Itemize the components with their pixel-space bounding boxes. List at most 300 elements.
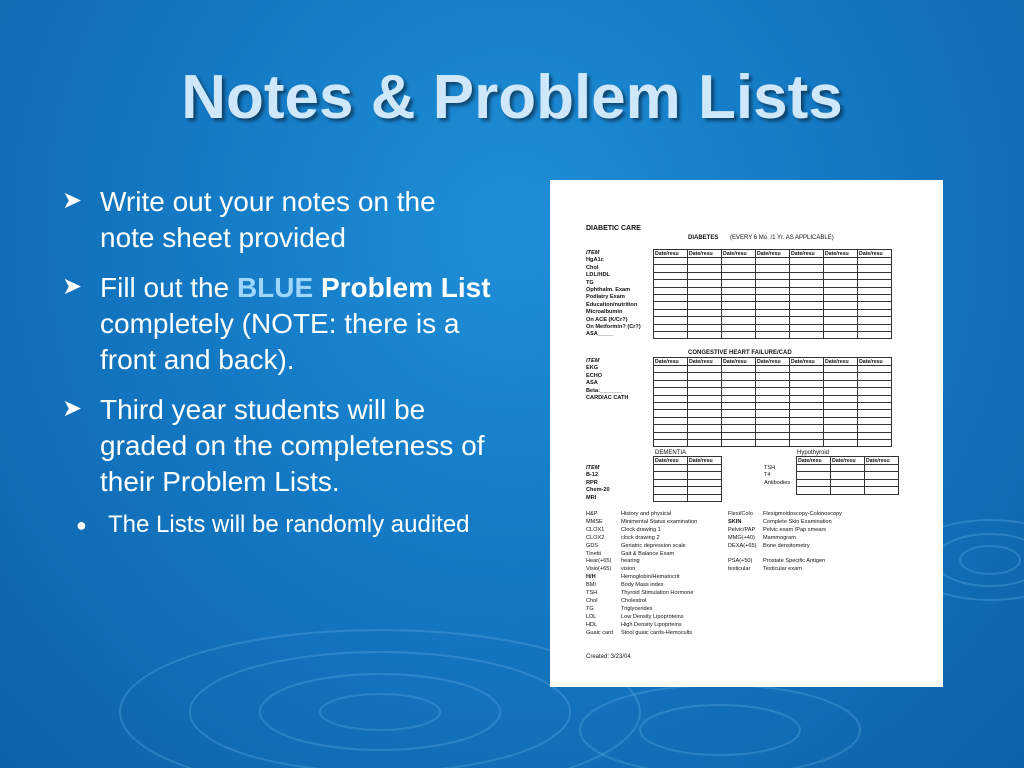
abbreviation-row [586, 558, 697, 566]
grid-cell [688, 465, 722, 472]
item-label: ECHO [586, 372, 603, 379]
item-label: Chem-20 [586, 487, 610, 494]
grid-row [654, 324, 892, 331]
grid-cell [654, 287, 688, 294]
grid-cell [858, 280, 892, 287]
diabetes-section-title [688, 235, 834, 241]
abbreviation: Flexi/Colo [728, 511, 753, 517]
arrow-bullet-icon: ➤ [62, 273, 83, 300]
grid-cell [858, 425, 892, 432]
grid-cell [654, 258, 688, 265]
grid-cell [790, 272, 824, 279]
grid-cell [722, 425, 756, 432]
grid-cell [654, 425, 688, 432]
abbreviation: H&P [586, 511, 598, 517]
grid-cell [722, 373, 756, 380]
date-result-header: Date/resu [688, 250, 722, 258]
abbreviation: Visio(+65) [586, 566, 612, 573]
grid-cell [654, 402, 688, 409]
grid-cell [688, 494, 722, 501]
grid-cell [865, 487, 899, 494]
abbreviation: Tinetti [586, 550, 602, 557]
abbreviation-row [728, 519, 842, 527]
grid-cell [790, 309, 824, 316]
grid-cell [790, 373, 824, 380]
created-date: Created: 3/23/04 [586, 654, 631, 660]
date-result-header: Date/resu [756, 358, 790, 366]
grid-cell [756, 425, 790, 432]
date-result-header: Date/resu [858, 250, 892, 258]
item-label: Beta:_______ [586, 387, 622, 394]
grid-cell [824, 258, 858, 265]
doc-heading: DIABETIC CARE [586, 225, 641, 232]
grid-cell [654, 388, 688, 395]
arrow-bullet-icon: ➤ [62, 187, 83, 214]
item-label: Ophthalm. Exam [586, 287, 631, 294]
date-result-header: Date/resu [688, 358, 722, 366]
date-result-header: Date/resu [824, 250, 858, 258]
item-label: ASA [586, 380, 598, 387]
grid-cell [824, 309, 858, 316]
abbreviation-row [728, 558, 842, 566]
grid-cell [688, 417, 722, 424]
grid-cell [831, 487, 865, 494]
grid-cell [688, 309, 722, 316]
grid-cell [654, 317, 688, 324]
grid-row [654, 402, 892, 409]
abbreviation: Chol [586, 597, 598, 604]
dementia-items [586, 465, 610, 502]
grid-cell [756, 272, 790, 279]
grid-cell [756, 258, 790, 265]
grid-row [797, 465, 899, 472]
date-result-header: Date/resu [790, 250, 824, 258]
grid-cell [824, 317, 858, 324]
grid-cell [688, 294, 722, 301]
grid-cell [654, 479, 688, 486]
abbreviation: SKIN [728, 518, 742, 525]
date-result-header: Date/resu [722, 250, 756, 258]
grid-cell [790, 258, 824, 265]
grid-cell [756, 395, 790, 402]
abbreviation-row [586, 598, 697, 606]
abbreviation-meaning: High Density Lipoprteins [621, 621, 682, 628]
abbreviation: Guaic card [586, 629, 614, 636]
grid-cell [824, 410, 858, 417]
grid-cell [688, 317, 722, 324]
abbreviation-row [586, 527, 697, 535]
item-label: Education/nutrition [586, 301, 638, 308]
grid-cell [858, 331, 892, 338]
abbreviation-meaning: Low Density Lipoproteins [621, 613, 684, 620]
grid-cell [790, 439, 824, 446]
abbreviation-row [728, 543, 842, 551]
grid-cell [756, 317, 790, 324]
grid-cell [824, 366, 858, 373]
grid-cell [797, 479, 831, 486]
subbullet-audit [62, 510, 492, 540]
grid-cell [824, 287, 858, 294]
grid-cell [756, 373, 790, 380]
item-label: On Metformin? (Cr?) [586, 324, 641, 331]
grid-cell [756, 331, 790, 338]
grid-cell [688, 324, 722, 331]
grid-cell [858, 395, 892, 402]
abbreviation-list-right [728, 511, 842, 574]
item-label: HgA1c [586, 257, 604, 264]
grid-cell [756, 402, 790, 409]
abbreviation-row [586, 582, 697, 590]
grid-row [654, 388, 892, 395]
grid-row [654, 302, 892, 309]
abbreviation: DEXA(+65) [728, 542, 757, 549]
grid-cell [824, 402, 858, 409]
abbreviation-meaning: Mammogram [763, 534, 796, 541]
date-result-header: Date/resu [722, 358, 756, 366]
bullet-text: Third year students will be graded on the completeness of their Problem Lists. [100, 394, 485, 497]
dementia-grid [653, 456, 722, 502]
grid-cell [756, 265, 790, 272]
grid-row [654, 494, 722, 501]
abbreviation-meaning: Cholestrol [621, 597, 647, 604]
item-label: LDL/HDL [586, 272, 610, 279]
bullet-text-pre: Fill out the [100, 272, 237, 303]
abbreviation-meaning: Pelvic exam /Pap smears [763, 526, 827, 533]
grid-cell [756, 410, 790, 417]
grid-cell [790, 402, 824, 409]
grid-cell [824, 388, 858, 395]
item-label: ASA_____ [586, 331, 614, 338]
grid-row [654, 439, 892, 446]
grid-cell [824, 294, 858, 301]
problem-list-bold: Problem List [313, 272, 491, 303]
grid-row [654, 373, 892, 380]
grid-cell [790, 388, 824, 395]
grid-cell [865, 465, 899, 472]
abbreviation-row [586, 574, 697, 582]
grid-cell [858, 402, 892, 409]
grid-cell [756, 309, 790, 316]
abbreviation: HDL [586, 621, 598, 628]
grid-cell [756, 432, 790, 439]
abbreviation-meaning: clock drawing 2 [621, 534, 660, 541]
grid-cell [756, 302, 790, 309]
grid-cell [654, 366, 688, 373]
hypothyroid-grid [796, 456, 899, 495]
chf-section-title: CONGESTIVE HEART FAILURE/CAD [688, 350, 792, 356]
item-label: TG [586, 279, 594, 286]
grid-cell [865, 472, 899, 479]
item-label: EKG [586, 365, 599, 372]
grid-cell [756, 294, 790, 301]
grid-cell [858, 265, 892, 272]
grid-cell [654, 395, 688, 402]
grid-cell [654, 487, 688, 494]
grid-cell [790, 380, 824, 387]
grid-cell [858, 373, 892, 380]
grid-cell [858, 302, 892, 309]
grid-cell [722, 317, 756, 324]
grid-cell [790, 331, 824, 338]
grid-cell [756, 324, 790, 331]
bullet-grading [62, 392, 492, 500]
grid-row [654, 395, 892, 402]
grid-cell [654, 472, 688, 479]
grid-row [654, 479, 722, 486]
bullet-text-post: completely (NOTE: there is a front and back). [100, 308, 460, 375]
grid-cell [654, 265, 688, 272]
grid-cell [756, 388, 790, 395]
grid-cell [654, 417, 688, 424]
grid-cell [756, 366, 790, 373]
slide-title: Notes & Problem Lists [181, 63, 843, 132]
grid-row [654, 366, 892, 373]
date-result-header: Date/resu [797, 457, 831, 465]
grid-cell [865, 479, 899, 486]
grid-cell [722, 432, 756, 439]
diabetes-note: (EVERY 6 Mo. /1 Yr. AS APPLICABLE) [730, 235, 834, 241]
abbreviation: Pelvic/PAP [728, 526, 756, 533]
grid-cell [654, 331, 688, 338]
grid-cell [688, 258, 722, 265]
abbreviation-row [586, 551, 697, 559]
grid-cell [790, 294, 824, 301]
grid-cell [790, 425, 824, 432]
abbreviation-row [728, 551, 842, 559]
grid-cell [824, 324, 858, 331]
grid-cell [824, 373, 858, 380]
grid-cell [654, 324, 688, 331]
grid-row [654, 465, 722, 472]
item-label: On ACE (K/Cr?) [586, 316, 628, 323]
grid-cell [654, 294, 688, 301]
grid-cell [722, 395, 756, 402]
grid-cell [722, 410, 756, 417]
grid-cell [688, 472, 722, 479]
grid-cell [790, 287, 824, 294]
grid-cell [654, 309, 688, 316]
grid-cell [722, 331, 756, 338]
grid-cell [654, 439, 688, 446]
abbreviation-meaning: Hemoglobin/Hematocrit [621, 574, 680, 581]
grid-cell [654, 380, 688, 387]
grid-row [654, 287, 892, 294]
grid-cell [858, 287, 892, 294]
item-label: MRI [586, 494, 597, 501]
grid-cell [756, 287, 790, 294]
abbreviation [728, 551, 763, 559]
abbreviation-meaning: Gait & Balance Exam [621, 550, 675, 557]
grid-cell [722, 380, 756, 387]
grid-cell [790, 432, 824, 439]
grid-cell [688, 432, 722, 439]
grid-cell [831, 479, 865, 486]
abbreviation-row [586, 535, 697, 543]
abbreviation-row [586, 566, 697, 574]
grid-cell [858, 309, 892, 316]
abbreviation-meaning: Geriatric depression scale [621, 542, 686, 549]
grid-cell [654, 272, 688, 279]
bullet-text: Write out your notes on the note sheet provided [100, 186, 436, 253]
grid-row [797, 487, 899, 494]
date-result-header: Date/resu [654, 250, 688, 258]
abbreviation: LDL [586, 613, 597, 620]
item-label: B-12 [586, 472, 599, 479]
grid-cell [688, 366, 722, 373]
grid-cell [722, 302, 756, 309]
abbreviation-meaning: hearing [621, 558, 640, 565]
chf-grid [653, 357, 892, 447]
grid-cell [790, 366, 824, 373]
grid-cell [858, 388, 892, 395]
grid-cell [756, 380, 790, 387]
grid-cell [824, 439, 858, 446]
abbreviation-meaning: Bone densitometry [763, 542, 810, 549]
grid-cell [790, 265, 824, 272]
grid-row [654, 487, 722, 494]
grid-row [654, 472, 722, 479]
grid-cell [831, 465, 865, 472]
grid-cell [722, 309, 756, 316]
abbreviation: BMI [586, 582, 596, 589]
item-label: Podiatry Exam [586, 294, 625, 301]
grid-row [797, 479, 899, 486]
abbreviation: MMG(+40) [728, 534, 755, 541]
abbreviation-row [586, 590, 697, 598]
grid-cell [722, 272, 756, 279]
grid-row [654, 317, 892, 324]
grid-cell [824, 280, 858, 287]
date-result-header: Date/resu [756, 250, 790, 258]
grid-cell [790, 324, 824, 331]
blue-highlight: BLUE [236, 272, 314, 303]
grid-cell [722, 294, 756, 301]
abbreviation-meaning: Stool guaic cards-Hemocults [621, 629, 693, 636]
abbreviation-row [586, 511, 697, 519]
abbreviation-meaning: History and physical [621, 511, 672, 517]
item-label: TSH [764, 465, 776, 471]
grid-cell [858, 410, 892, 417]
abbreviation: testicular [728, 566, 751, 573]
grid-cell [824, 432, 858, 439]
abbreviation-row [586, 630, 697, 638]
grid-cell [824, 265, 858, 272]
chf-items [586, 358, 628, 402]
grid-cell [790, 395, 824, 402]
grid-cell [688, 425, 722, 432]
grid-cell [858, 258, 892, 265]
item-label: T4 [764, 472, 771, 479]
grid-cell [654, 280, 688, 287]
grid-cell [824, 302, 858, 309]
grid-row [797, 472, 899, 479]
grid-row [654, 280, 892, 287]
grid-cell [797, 472, 831, 479]
grid-cell [722, 280, 756, 287]
item-label: Chol [586, 264, 599, 271]
grid-cell [688, 479, 722, 486]
grid-cell [858, 324, 892, 331]
date-result-header: Date/resu [790, 358, 824, 366]
date-result-header: Date/resu [654, 457, 688, 465]
grid-cell [756, 439, 790, 446]
grid-cell [688, 302, 722, 309]
arrow-bullet-icon: ➤ [62, 395, 83, 422]
bullet-notes [62, 184, 492, 256]
grid-row [654, 272, 892, 279]
grid-cell [824, 417, 858, 424]
grid-cell [688, 402, 722, 409]
date-result-header: Date/resu [824, 358, 858, 366]
grid-row [654, 380, 892, 387]
grid-cell [688, 287, 722, 294]
subbullet-text: The Lists will be randomly audited [108, 511, 470, 538]
grid-cell [688, 272, 722, 279]
abbreviation-row [586, 543, 697, 551]
abbreviation-meaning: Complete Skin Examination [763, 518, 832, 525]
grid-cell [688, 395, 722, 402]
abbreviation: H/H [586, 574, 596, 581]
grid-cell [790, 302, 824, 309]
grid-row [654, 425, 892, 432]
abbreviation: PSA(+50) [728, 558, 753, 565]
grid-cell [824, 380, 858, 387]
problem-list-document [550, 180, 943, 687]
grid-cell [797, 487, 831, 494]
abbreviation-meaning: Flexigmoidoscopy-Colonoscopy [763, 511, 842, 517]
grid-cell [688, 439, 722, 446]
abbreviation-meaning: vision [621, 566, 636, 573]
grid-cell [654, 494, 688, 501]
grid-cell [824, 425, 858, 432]
date-result-header: Date/resu [865, 457, 899, 465]
grid-row [654, 417, 892, 424]
grid-cell [824, 272, 858, 279]
grid-cell [722, 439, 756, 446]
abbreviation-meaning: Minimental Status examination [621, 518, 698, 525]
abbreviation: Hear(+65) [586, 558, 612, 565]
grid-cell [824, 331, 858, 338]
grid-cell [688, 487, 722, 494]
grid-row [654, 432, 892, 439]
abbreviation: TG [586, 605, 594, 612]
date-result-header: Date/resu [831, 457, 865, 465]
grid-cell [858, 417, 892, 424]
grid-cell [654, 373, 688, 380]
grid-row [654, 265, 892, 272]
grid-cell [722, 258, 756, 265]
abbreviation-row [586, 606, 697, 614]
grid-cell [790, 317, 824, 324]
diabetes-grid [653, 249, 892, 339]
grid-cell [858, 380, 892, 387]
abbreviation-list-left [586, 511, 697, 638]
dementia-section-title: DEMENTIA [655, 450, 687, 456]
grid-row [654, 331, 892, 338]
grid-row [654, 410, 892, 417]
abbreviation-row [586, 519, 697, 527]
diabetes-items [586, 250, 641, 339]
grid-cell [790, 280, 824, 287]
grid-cell [722, 402, 756, 409]
grid-cell [858, 317, 892, 324]
abbreviation-meaning: Thyroid Stimulation Hormone [621, 590, 694, 597]
date-result-header: Date/resu [858, 358, 892, 366]
hypothyroid-section-title: Hypothyroid [797, 450, 830, 456]
date-result-header: Date/resu [654, 358, 688, 366]
bullet-problem-list [62, 270, 492, 378]
grid-cell [688, 410, 722, 417]
